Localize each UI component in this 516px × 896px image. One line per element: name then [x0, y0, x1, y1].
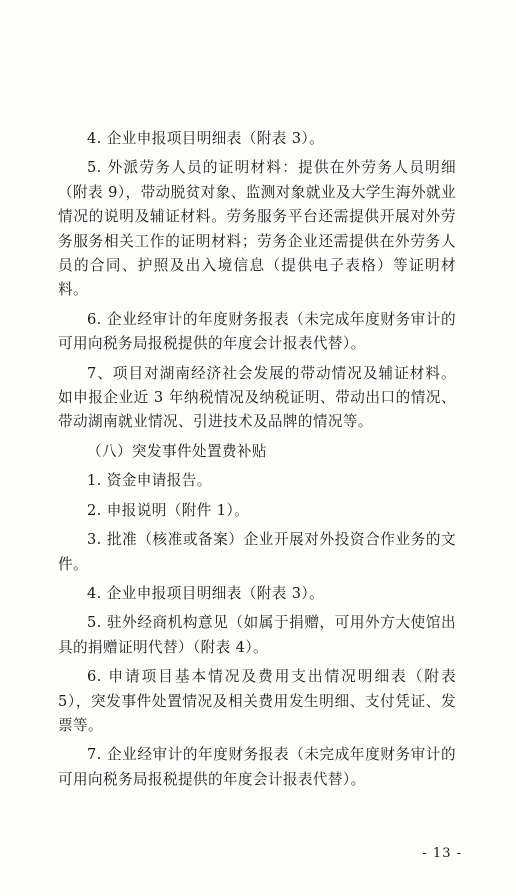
section-heading-emergency-subsidy: （八）突发事件处置费补贴: [87, 442, 267, 460]
paragraph-item-5-labor-materials: 5. 外派劳务人员的证明材料：提供在外劳务人员明细（附表 9），带动脱贫对象、监测对象就业及大学生海外就业情况的说明及辅证材料。劳务服务平台还需提供开展对外劳务服务相关工作的证明材料；劳务企业还需提供在外劳务人员的合同、护照及出入境信息（提供电子表格）等证明材料。: [58, 159, 456, 299]
paragraph-item-7-financial-statement-2: 7. 企业经审计的年度财务报表（未完成年度财务审计的可用向税务局报税提供的年度会计报表代替）。: [58, 746, 456, 788]
paragraph-item-5-embassy-opinion: 5. 驻外经商机构意见（如属于捐赠，可用外方大使馆出具的捐赠证明代替）（附表 4）。: [58, 614, 456, 656]
paragraph-item-4-detail-table: 4. 企业申报项目明细表（附表 3）。: [87, 130, 325, 147]
paragraph-item-4-detail-table-2: 4. 企业申报项目明细表（附表 3）。: [87, 584, 325, 602]
paragraph-item-6-expense-table: 6. 申请项目基本情况及费用支出情况明细表（附表 5），突发事件处置情况及相关费用发生明细、支付凭证、发票等。: [58, 668, 456, 734]
paragraph-item-1-fund-application: 1. 资金申请报告。: [87, 472, 212, 490]
paragraph-item-2-declaration: 2. 申报说明（附件 1）。: [87, 501, 250, 519]
document-body: [58, 127, 456, 797]
paragraph-item-7-economic-impact: 7、项目对湖南经济社会发展的带动情况及辅证材料。如申报企业近 3 年纳税情况及纳税证明、带动出口的情况、带动湖南就业情况、引进技术及品牌的情况等。: [58, 364, 456, 431]
paragraph-item-6-financial-statement: 6. 企业经审计的年度财务报表（未完成年度财务审计的可用向税务局报税提供的年度会计报表代替）。: [58, 310, 456, 353]
page-number: - 13 -: [422, 846, 462, 861]
paragraph-item-3-approval-document: 3. 批准（核准或备案）企业开展对外投资合作业务的文件。: [58, 531, 456, 573]
